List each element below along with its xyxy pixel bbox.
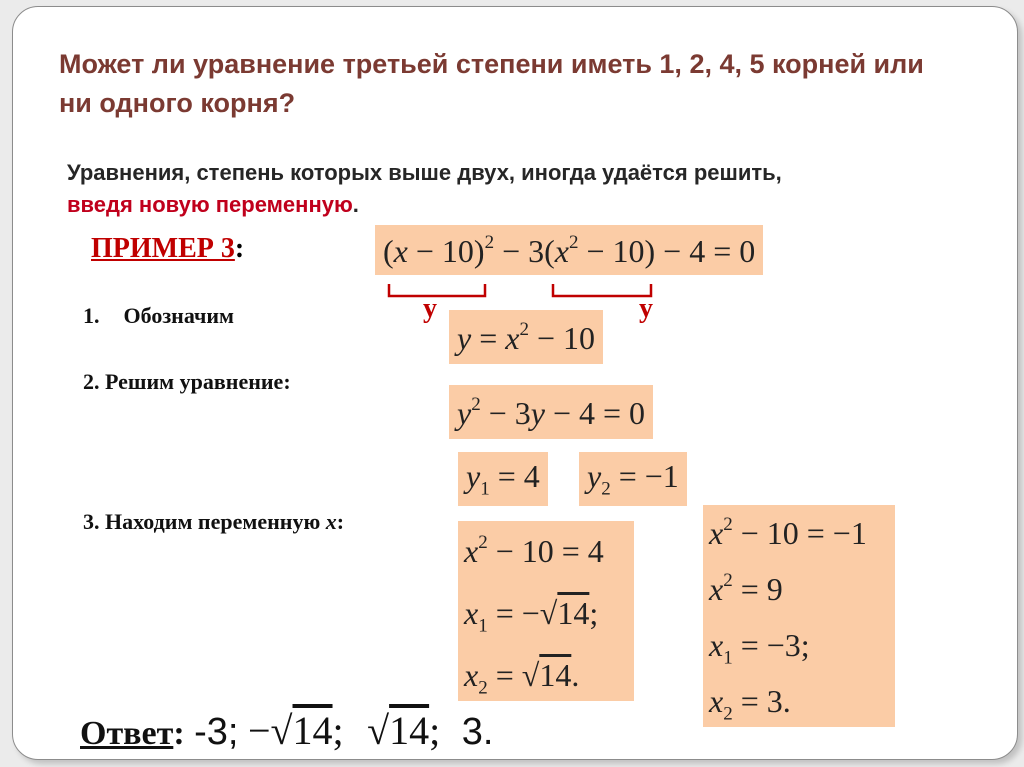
main-equation: $(x - 10)^2 - 3(x^2 - 10) - 4 = 0$ xyxy=(375,225,763,275)
example-title: ПРИМЕР 3 xyxy=(91,233,235,264)
case-y1-box: $x^2 - 10 = 4$ $x_1 = -√14$; $x_2 = √14$. xyxy=(458,521,634,701)
answer-value-4: 3. xyxy=(461,711,494,753)
slide xyxy=(12,6,1018,760)
step-3: 3. Находим переменную x: xyxy=(83,509,345,534)
y-label-right: у xyxy=(639,293,653,324)
intro-highlight: введя новую переменную xyxy=(67,192,353,217)
example-label: ПРИМЕР 3: xyxy=(91,233,245,264)
answer-label: Ответ: xyxy=(80,715,185,752)
answer xyxy=(80,707,493,754)
quadratic-box: $y^2 - 3y - 4 = 0$ xyxy=(449,385,653,439)
case-y2-box: $x^2 - 10 = -1$ $x^2 = 9$ $x_1 = -3$; $x_2 = 3$. xyxy=(703,505,895,727)
intro-text xyxy=(67,157,967,221)
y1-box: $y_1 = 4$ xyxy=(458,452,548,506)
intro-line1: Уравнения, степень которых выше двух, иногда удаётся решить, xyxy=(67,160,782,185)
step-2: 2. Решим уравнение: xyxy=(83,369,291,394)
intro-end: . xyxy=(352,192,359,217)
answer-value-3: √14; xyxy=(367,708,441,753)
answer-value-2: −√14; xyxy=(248,708,344,753)
y2-box: $y_2 = -1$ xyxy=(579,452,687,506)
slide-title: Может ли уравнение третьей степени иметь 1, 2, 4, 5 корней или ни одного корня? xyxy=(59,49,924,118)
step-1: 1. Обозначим xyxy=(83,303,235,328)
substitution-box: $y = x^2 - 10$ xyxy=(449,310,603,364)
answer-value-1: -3; xyxy=(194,711,239,753)
y-label-left: у xyxy=(423,293,437,324)
